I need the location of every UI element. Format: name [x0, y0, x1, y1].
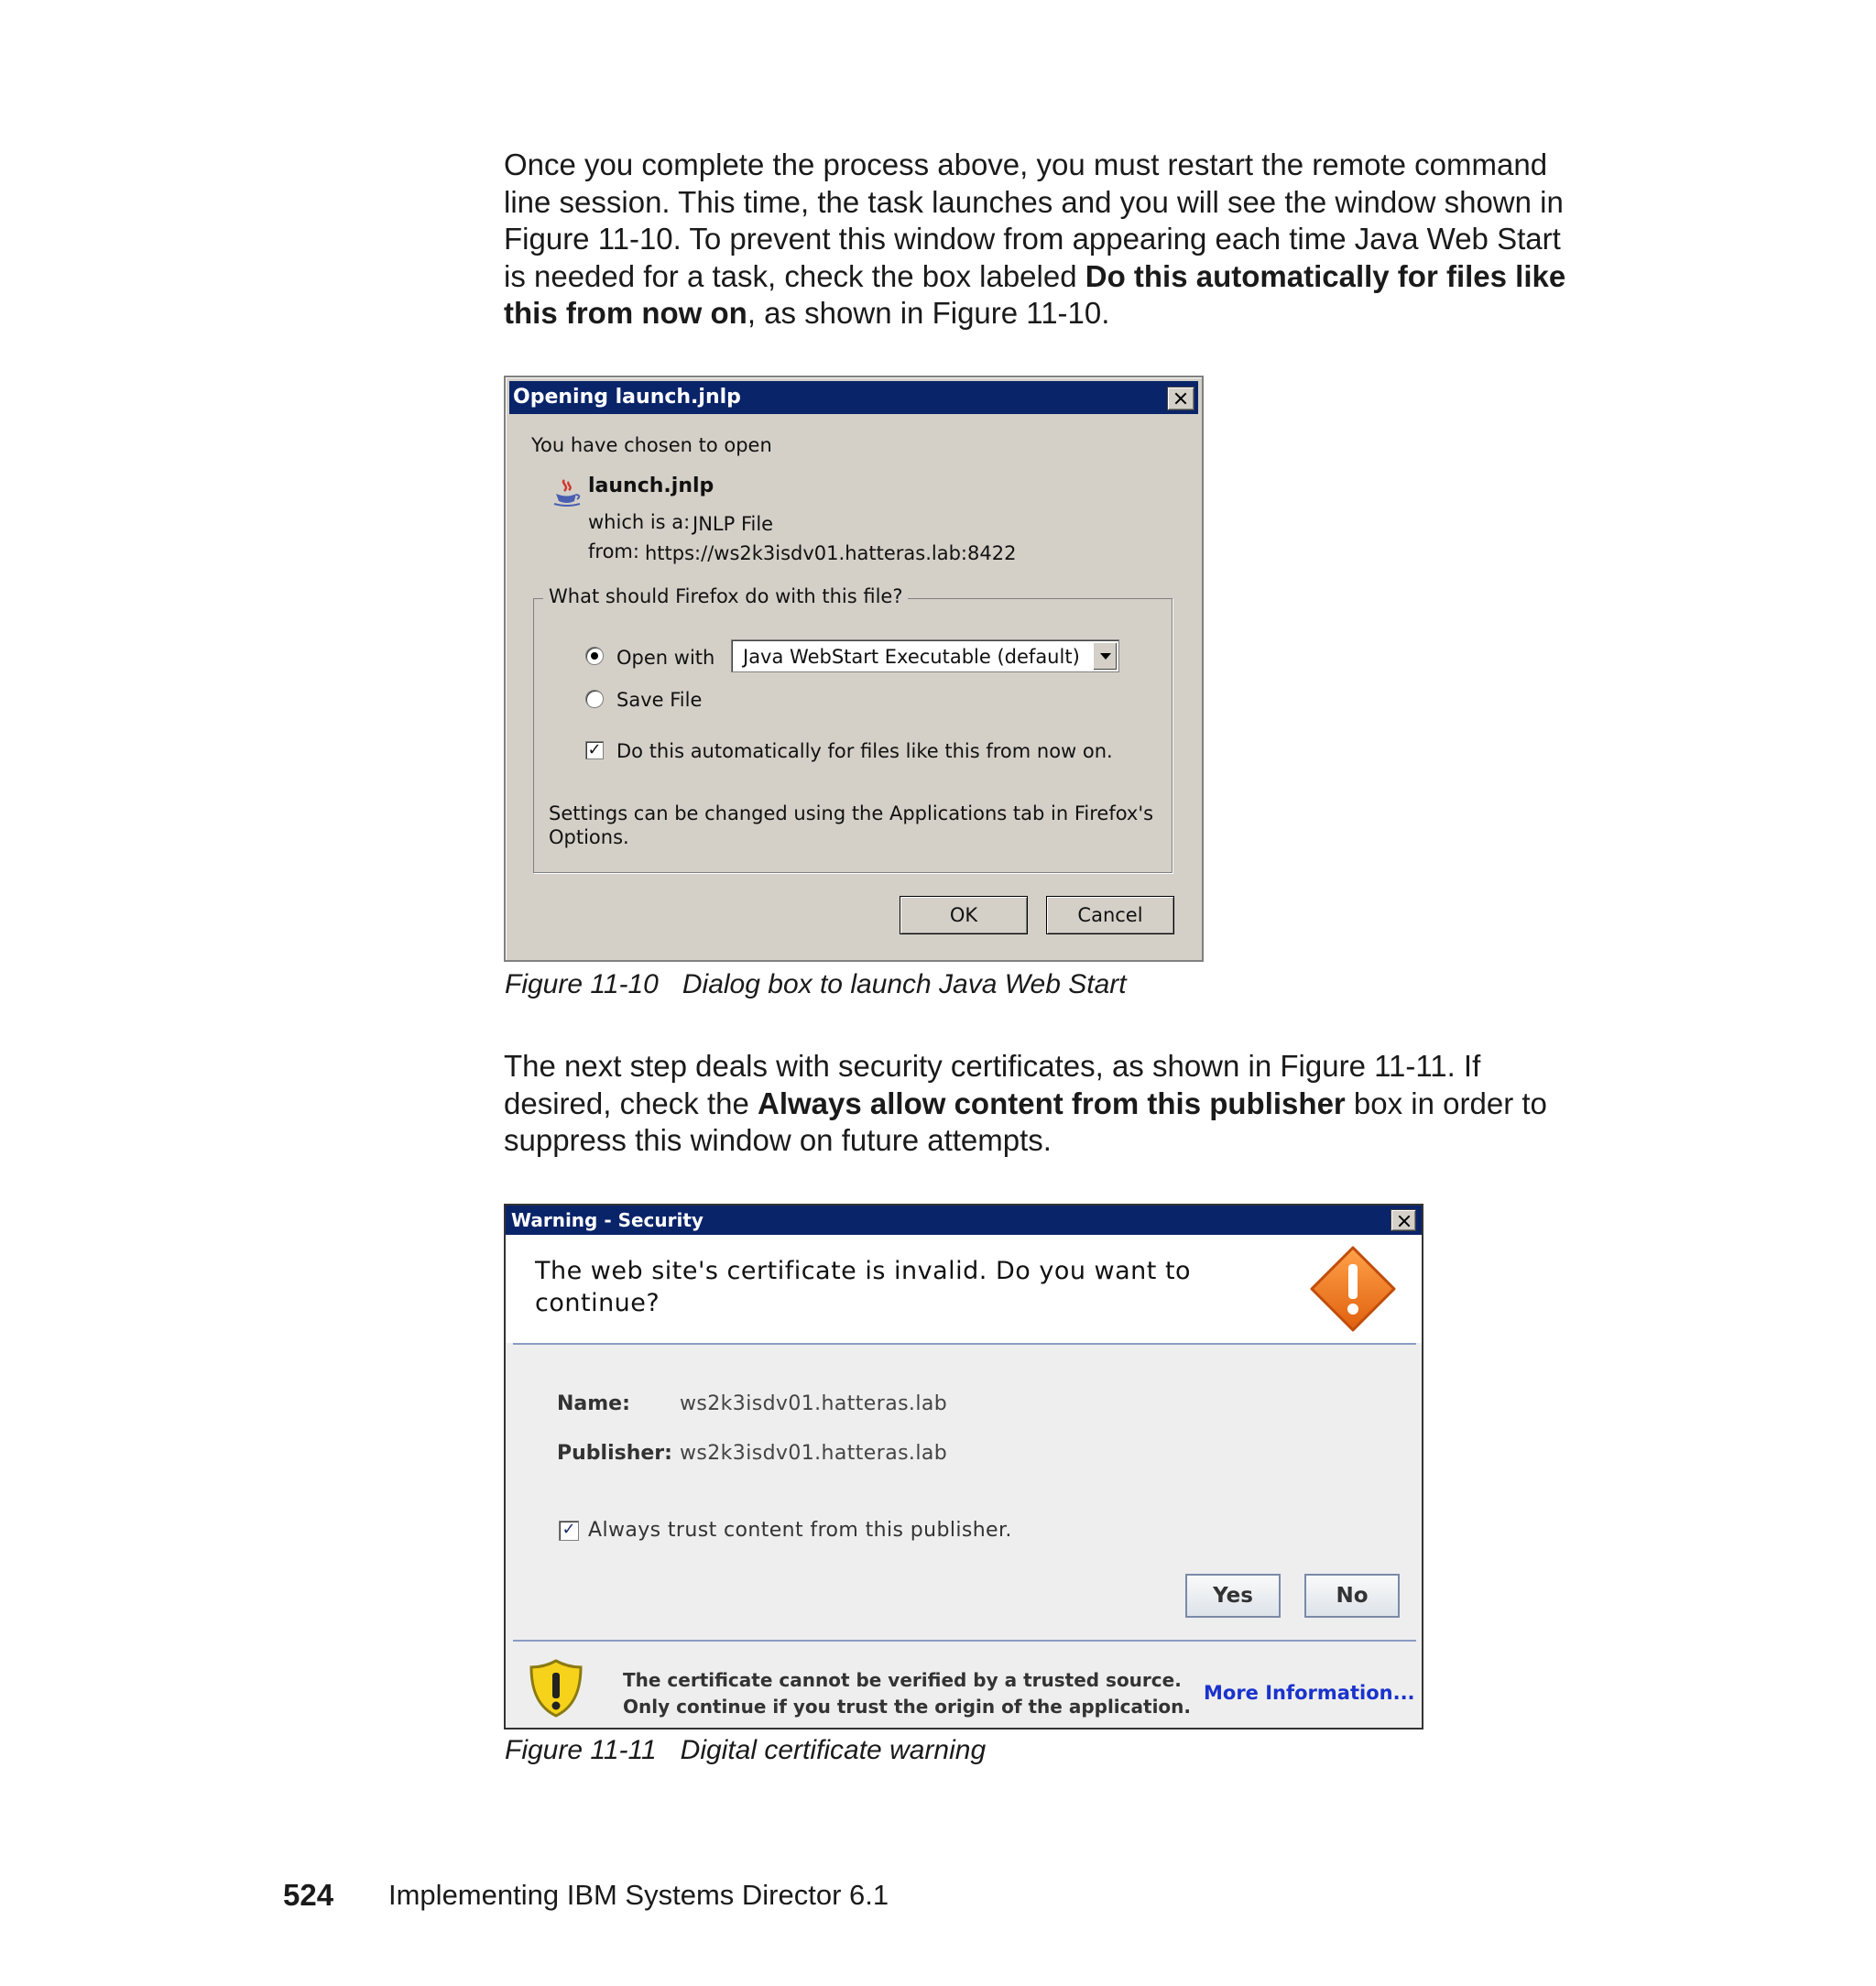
page-number: 524 [283, 1878, 334, 1912]
save-file-label[interactable]: Save File [616, 689, 703, 711]
security-warning-dialog [504, 1204, 1423, 1730]
name-label: Name: [557, 1392, 630, 1415]
security-paragraph: The next step deals with security certificates, as shown in Figure 11-11. If desired, check the Always allow content from this publisher box in order to suppress this window on future attempts. [504, 1049, 1547, 1157]
open-with-radio[interactable] [585, 647, 604, 665]
figure-caption-11-10: Figure 11-10 Dialog box to launch Java Web Start [505, 969, 1127, 999]
open-with-select[interactable] [731, 639, 1119, 672]
save-file-radio[interactable] [585, 690, 604, 708]
chosen-to-open-text: You have chosen to open [531, 434, 772, 456]
cancel-button[interactable]: Cancel [1046, 896, 1174, 934]
dialog1-title: Opening launch.jnlp [513, 386, 741, 409]
groupbox-legend: What should Firefox do with this file? [543, 585, 908, 607]
warning-header [506, 1235, 1422, 1343]
settings-note-line1: Settings can be changed using the Applications tab in Firefox's [549, 802, 1154, 824]
dialog1-close-icon[interactable] [1167, 387, 1194, 410]
file-type-value: JNLP File [693, 513, 774, 535]
open-with-selected-value: Java WebStart Executable (default) [743, 646, 1080, 668]
auto-open-checkbox[interactable]: ✓ [585, 741, 604, 759]
warning-footer [506, 1642, 1422, 1728]
figure-caption-11-11: Figure 11-11 Digital certificate warning [505, 1735, 987, 1765]
para2-bold-label: Always allow content from this publisher [758, 1086, 1346, 1120]
dialog2-titlebar [506, 1206, 1422, 1235]
dialog2-title: Warning - Security [511, 1209, 704, 1231]
yes-button[interactable]: Yes [1185, 1574, 1281, 1618]
java-file-icon [551, 476, 583, 507]
header-divider [513, 1343, 1416, 1345]
warning-diamond-icon [1308, 1244, 1398, 1334]
settings-note-line2: Options. [549, 826, 629, 848]
which-is-label: which is a: [588, 511, 691, 533]
more-information-link[interactable]: More Information... [1204, 1682, 1415, 1704]
shield-warning-icon [528, 1658, 584, 1719]
dialog1-titlebar [509, 381, 1198, 414]
publisher-label: Publisher: [557, 1442, 672, 1465]
from-url-value: https://ws2k3isdv01.hatteras.lab:8422 [645, 542, 1017, 564]
book-title: Implementing IBM Systems Director 6.1 [388, 1879, 889, 1911]
intro-bold-label: Do this automatically for files like this from now on [504, 258, 1566, 330]
always-trust-label[interactable]: Always trust content from this publisher. [588, 1519, 1012, 1542]
from-label: from: [588, 540, 639, 562]
file-name: launch.jnlp [588, 475, 714, 497]
opening-launch-jnlp-dialog [504, 376, 1204, 962]
file-action-groupbox [533, 585, 1172, 873]
certificate-note: The certificate cannot be verified by a trusted source. Only continue if you trust the origin of the application. [623, 1669, 1192, 1718]
open-with-label[interactable]: Open with [616, 647, 715, 669]
dialog2-close-icon[interactable] [1391, 1209, 1416, 1231]
publisher-value: ws2k3isdv01.hatteras.lab [680, 1442, 948, 1465]
ok-button[interactable]: OK [900, 896, 1028, 934]
chevron-down-icon[interactable] [1093, 642, 1117, 670]
name-value: ws2k3isdv01.hatteras.lab [680, 1392, 948, 1415]
warning-headline: The web site's certificate is invalid. Do you want to continue? [535, 1257, 1192, 1317]
intro-paragraph: Once you complete the process above, you must restart the remote command line session. This time, the task launches and you will see the window shown in Figure 11-10. To prevent this window from appearing each time Java Web Start is needed for a task, check the box labeled Do this automatically for files like this from now on, as shown in Figure 11-10. [504, 147, 1566, 330]
always-trust-checkbox[interactable]: ✓ [559, 1521, 579, 1541]
no-button[interactable]: No [1304, 1574, 1400, 1618]
auto-open-label[interactable]: Do this automatically for files like this from now on. [616, 740, 1113, 762]
